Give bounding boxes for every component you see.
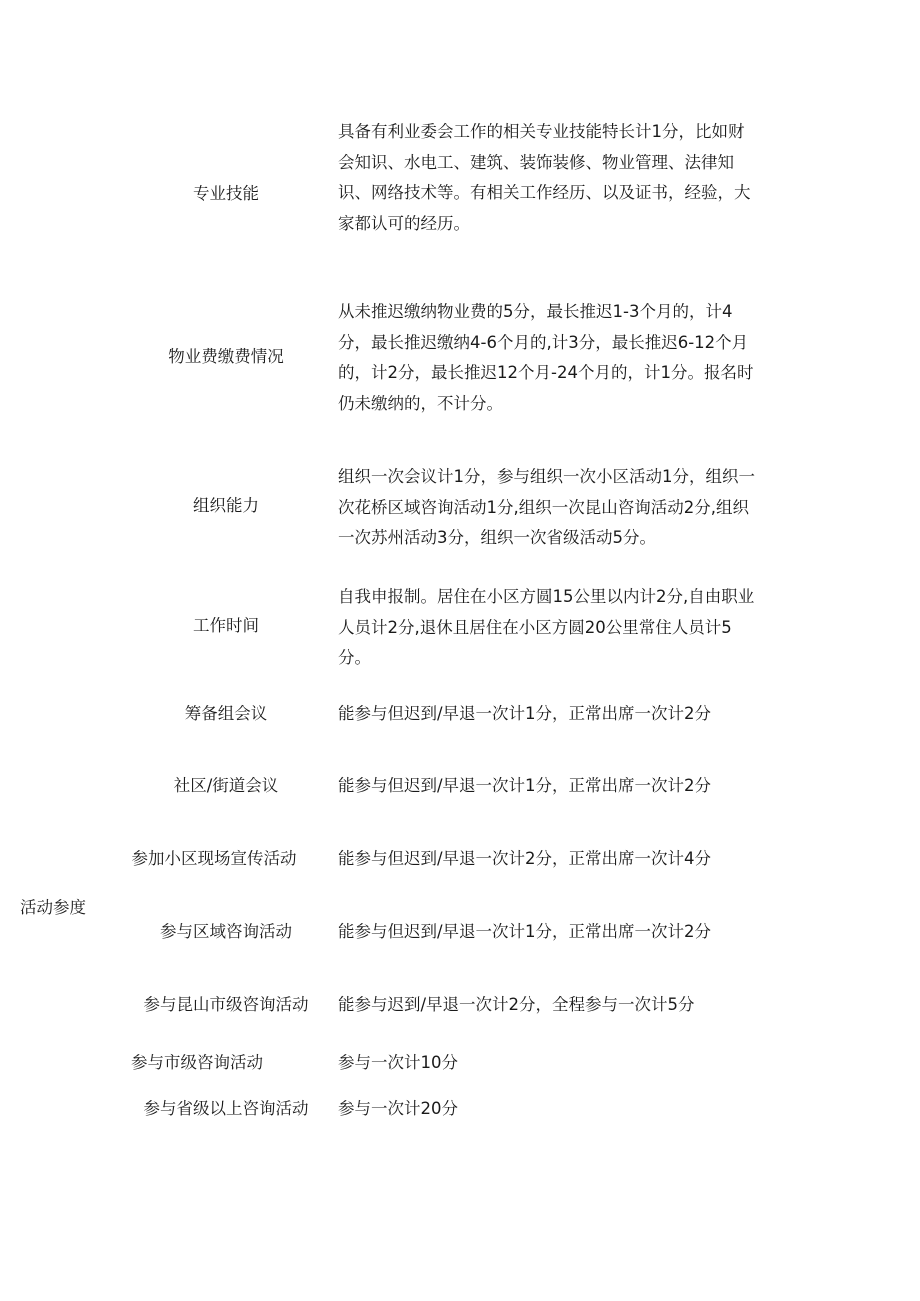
activity-item-label: 社区/街道会议 (173, 776, 279, 795)
row-desc-property-fee: 从未推迟缴纳物业费的5分，最长推迟1-3个月的，计4分，最长推迟缴纳4-6个月的,计3分，最长推迟6-12个月的，计2分，最长推迟12个月-24个月的，计1分。报名时仍未缴纳的，不计分。 (338, 302, 754, 413)
activity-item-desc: 参与一次计10分 (338, 1053, 458, 1072)
activity-item-desc: 能参与但迟到/早退一次计1分，正常出席一次计2分 (338, 704, 712, 723)
row-desc-professional-skills: 具备有利业委会工作的相关专业技能特长计1分，比如财会知识、水电工、建筑、装饰装修、物业管理、法律知识、网络技术等。有相关工作经历、以及证书，经验，大家都认可的经历。 (338, 122, 751, 233)
activity-item-label: 参加小区现场宣传活动 (131, 849, 297, 868)
activity-item-label: 参与省级以上咨询活动 (143, 1099, 309, 1118)
activity-item-label: 筹备组会议 (184, 704, 268, 723)
activity-item-label: 参与昆山市级咨询活动 (143, 995, 309, 1014)
activity-item-desc: 能参与但迟到/早退一次计2分，正常出席一次计4分 (338, 849, 712, 868)
row-desc-work-time: 自我申报制。居住在小区方圆15公里以内计2分,自由职业人员计2分,退休且居住在小区方圆20公里常住人员计5分。 (338, 587, 755, 667)
activity-group-label: 活动参度 (20, 898, 86, 917)
row-label-work-time: 工作时间 (193, 616, 259, 635)
activity-item-desc: 能参与但迟到/早退一次计1分，正常出席一次计2分 (338, 776, 712, 795)
row-label-organizing-ability: 组织能力 (193, 496, 259, 515)
activity-item-label: 参与区域咨询活动 (160, 922, 292, 941)
row-desc-organizing-ability: 组织一次会议计1分，参与组织一次小区活动1分，组织一次花桥区域咨询活动1分,组织一次昆山咨询活动2分,组织一次苏州活动3分，组织一次省级活动5分。 (338, 467, 755, 547)
row-label-professional-skills: 专业技能 (193, 184, 259, 203)
activity-item-desc: 能参与但迟到/早退一次计1分，正常出席一次计2分 (338, 922, 712, 941)
row-label-property-fee: 物业费缴费情况 (168, 347, 284, 366)
activity-item-label: 参与市级咨询活动 (131, 1053, 263, 1072)
activity-item-desc: 能参与迟到/早退一次计2分，全程参与一次计5分 (338, 995, 695, 1014)
activity-item-desc: 参与一次计20分 (338, 1099, 458, 1118)
